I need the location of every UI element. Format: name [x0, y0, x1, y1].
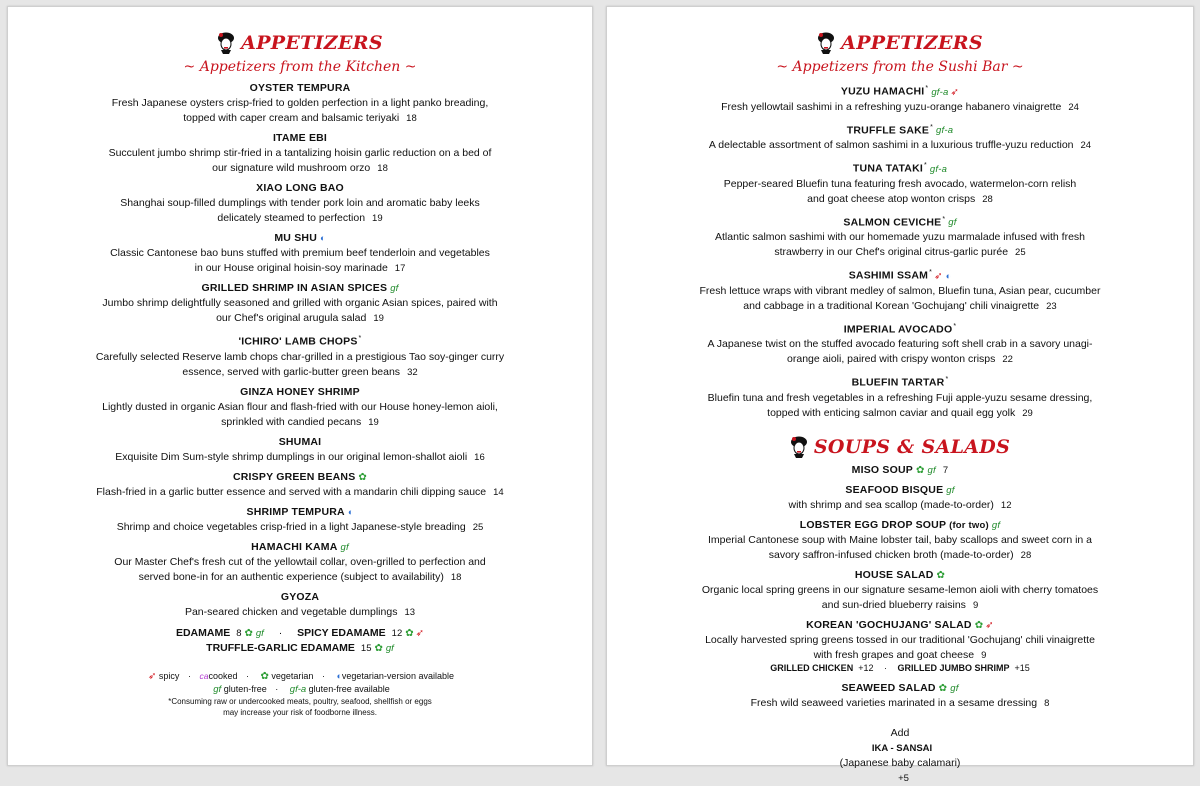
item-price: 19: [372, 213, 383, 224]
item-price: 24: [1068, 101, 1079, 113]
item-price: 8: [1044, 697, 1050, 709]
leaf-icon: ✿: [260, 670, 269, 682]
appetizers-heading: [607, 31, 1193, 55]
item-desc: Pepper-seared Bluefin tuna featuring fresh avocado, watermelon-corn relish and goat cheese atop wonton crisps 28: [723, 177, 1077, 205]
item-price: 32: [407, 366, 418, 378]
item-price: 23: [1046, 300, 1057, 312]
item-price: 7: [942, 464, 949, 476]
item-price: 28: [982, 193, 993, 205]
menu-item-lobster-egg-drop: [607, 518, 1193, 563]
geisha-face-icon: [217, 32, 235, 54]
menu-item-sashimi-ssam: [607, 265, 1193, 314]
menu-item-truffle-edamame: TRUFFLE-GARLIC EDAMAME 15 ✿ gf: [206, 641, 394, 654]
legend: ➶ spicy · cacooked · ✿ vegetarian · ◐vegetarian-version available gf gluten-free · gf-a gluten-free available: [148, 670, 454, 695]
item-desc: Shrimp and choice vegetables crisp-fried in a light Japanese-style breading 25: [116, 520, 484, 533]
item-price: 22: [1002, 354, 1013, 365]
item-name: YUZU HAMACHI* gf-a ➶: [840, 85, 960, 98]
menu-item-mu-shu: [8, 231, 592, 276]
item-desc: Organic local spring greens in our signature sesame-lemon aioli with cherry tomatoes and sun-dried blueberry raisins 9: [701, 583, 1099, 611]
item-desc: Locally harvested spring greens tossed in our traditional 'Gochujang' chili vinaigrette with fresh grapes and goat cheese 9: [705, 633, 1095, 661]
menu-item-salmon-ceviche: [607, 212, 1193, 261]
item-name: MU SHU ◐: [274, 232, 326, 244]
sushi-bar-subheading: ~ Appetizers from the Sushi Bar ~: [776, 59, 1024, 75]
item-desc: Fresh wild seaweed varieties marinated in a sesame dressing 8: [750, 696, 1050, 709]
item-name: BLUEFIN TARTAR*: [851, 376, 949, 389]
leaf-icon: ✿: [936, 569, 946, 581]
item-name: TUNA TATAKI* gf-a: [852, 162, 948, 175]
menu-item-oyster-tempura: [8, 81, 592, 126]
heading-text: APPETIZERS: [241, 32, 383, 54]
item-price: 24: [1080, 140, 1092, 151]
appetizers-heading: [8, 31, 592, 55]
item-desc: Lightly dusted in organic Asian flour and flash-fried with our House honey-lemon aioli, sprinkled with candied pecans 19: [102, 400, 498, 428]
item-name: SHRIMP TEMPURA ◐: [246, 505, 354, 518]
item-name: SEAWEED SALAD ✿ gf: [841, 681, 959, 694]
menu-item-shrimp-tempura: [8, 505, 592, 535]
half-circle-icon: ◐: [336, 670, 342, 681]
item-price: 18: [406, 113, 417, 124]
leaf-icon: ✿: [374, 642, 383, 654]
item-name: IMPERIAL AVOCADO*: [843, 322, 957, 335]
item-desc: Classic Cantonese bao buns stuffed with premium beef tenderloin and vegetables in our House original hoisin-soy marinade 17: [110, 247, 490, 274]
menu-item-tuna-tataki: [607, 158, 1193, 207]
kitchen-subheading: ~ Appetizers from the Kitchen ~: [183, 59, 417, 75]
item-price: 13: [404, 606, 416, 618]
item-name: 'ICHIRO' LAMB CHOPS*: [238, 335, 362, 348]
item-desc: Exquisite Dim Sum-style shrimp dumplings in our original lemon-shallot aioli 16: [115, 450, 485, 463]
item-name: MISO SOUP ✿ gf 7: [851, 463, 949, 476]
item-price: 19: [373, 313, 384, 324]
item-desc: Our Master Chef's fresh cut of the yellowtail collar, oven-grilled to perfection and served bone-in for an authentic experience (subject to availability) 18: [114, 555, 486, 583]
korean-salad-addons: GRILLED CHICKEN +12 · GRILLED JUMBO SHRIMP +15: [770, 662, 1030, 673]
half-circle-icon: ◐: [347, 506, 354, 517]
menu-item-imperial-avocado: [607, 319, 1193, 368]
item-price: 29: [1022, 407, 1033, 419]
item-price: 18: [450, 571, 462, 583]
menu-item-miso-soup: [607, 463, 1193, 478]
item-name: ITAME EBI: [272, 132, 328, 144]
menu-item-seaweed-salad: [607, 681, 1193, 786]
item-name: HAMACHI KAMA gf: [251, 540, 349, 553]
soups-salads-heading: [607, 435, 1193, 459]
item-name: CRISPY GREEN BEANS ✿: [232, 470, 368, 483]
menu-item-shumai: [8, 435, 592, 465]
item-price: 16: [474, 451, 485, 463]
item-name: XIAO LONG BAO: [256, 182, 344, 194]
seaweed-addon: Add IKA - SANSAI (Japanese baby calamari) +5: [839, 726, 961, 784]
menu-item-xiao-long-bao: [8, 181, 592, 226]
item-name: SEAFOOD BISQUE gf: [845, 483, 955, 496]
item-name: GRILLED SHRIMP IN ASIAN SPICES gf: [201, 282, 399, 294]
menu-item-house-salad: [607, 568, 1193, 613]
item-name: SALMON CEVICHE* gf: [843, 215, 957, 228]
item-name: LOBSTER EGG DROP SOUP (for two) gf: [799, 518, 1001, 531]
item-price: 9: [981, 649, 987, 661]
chili-pepper-icon: ➶: [985, 619, 994, 631]
leaf-icon: ✿: [405, 627, 414, 639]
raw-food-disclaimer: *Consuming raw or undercooked meats, poultry, seafood, shellfish or eggs may increase your risk of foodborne illness.: [168, 696, 432, 717]
heading-text: SOUPS & SALADS: [813, 435, 1011, 458]
menu-item-ichiro-lamb-chops: [8, 331, 592, 380]
item-desc: Fresh lettuce wraps with vibrant medley of salmon, Bluefin tuna, Asian pear, cucumber and cabbage in a traditional Korean 'Gochujang' chili vinaigrette 23: [699, 284, 1101, 312]
item-desc: A delectable assortment of salmon sashimi in a luxurious truffle-yuzu reduction 24: [708, 139, 1092, 151]
half-circle-icon: ◐: [319, 233, 326, 243]
menu-item-seafood-bisque: [607, 483, 1193, 513]
item-desc: Pan-seared chicken and vegetable dumplings 13: [184, 605, 416, 618]
item-desc: Carefully selected Reserve lamb chops char-grilled in a prestigious Tao soy-ginger curry essence, served with garlic-butter green beans 32: [95, 350, 505, 378]
menu-item-crispy-green-beans: [8, 470, 592, 500]
item-price: 9: [972, 599, 979, 611]
item-desc: with shrimp and sea scallop (made-to-order) 12: [788, 498, 1012, 511]
item-desc: Imperial Cantonese soup with Maine lobster tail, baby scallops and sweet corn in a savory saffron-infused chicken broth (made-to-order) 28: [707, 533, 1093, 561]
item-desc: Jumbo shrimp delightfully seasoned and grilled with organic Asian spices, paired with our Chef's original arugula salad 19: [102, 297, 498, 324]
item-price: 19: [368, 416, 379, 428]
item-desc: A Japanese twist on the stuffed avocado featuring soft shell crab in a savory unagi- orange aioli, paired with crispy wonton crisps 22: [707, 338, 1093, 365]
item-name: TRUFFLE SAKE* gf-a: [846, 123, 954, 136]
menu-item-edamame-line: EDAMAME 8 ✿ gf · SPICY EDAMAME 12 ✿ ➶: [175, 626, 425, 639]
menu-item-hamachi-kama: [8, 540, 592, 585]
menu-page-right: [606, 6, 1194, 784]
menu-item-grilled-shrimp: [8, 281, 592, 326]
half-circle-icon: ◐: [945, 270, 952, 281]
chili-pepper-icon: ➶: [415, 627, 425, 639]
item-desc: Fresh yellowtail sashimi in a refreshing yuzu-orange habanero vinaigrette 24: [721, 100, 1079, 113]
item-price: 12: [1000, 499, 1012, 511]
leaf-icon: ✿: [915, 464, 925, 476]
chili-pepper-icon: ➶: [950, 86, 960, 98]
heading-text: APPETIZERS: [841, 32, 983, 54]
gf-badge: gf: [340, 541, 349, 553]
menu-item-bluefin-tartar: [607, 372, 1193, 421]
chili-pepper-icon: ➶: [148, 670, 157, 682]
menu-item-itame-ebi: [8, 131, 592, 176]
item-price: 28: [1020, 549, 1032, 561]
chili-pepper-icon: ➶: [934, 270, 943, 282]
gf-badge: gf: [390, 283, 399, 294]
item-price: 14: [493, 486, 504, 498]
item-name: GINZA HONEY SHRIMP: [240, 385, 360, 398]
item-price: 25: [472, 521, 484, 533]
menu-item-korean-salad: [607, 618, 1193, 673]
item-desc: Bluefin tuna and fresh vegetables in a refreshing Fuji apple-yuzu sesame dressing, topped with enticing salmon caviar and quail egg yolk 29: [707, 391, 1093, 419]
item-price: 18: [377, 163, 388, 174]
item-desc: Succulent jumbo shrimp stir-fried in a tantalizing hoisin garlic reduction on a bed of our signature wild mushroom orzo 18: [108, 147, 492, 174]
item-desc: Atlantic salmon sashimi with our homemade yuzu marmalade infused with fresh strawberry in our Chef's original citrus-garlic purée 25: [715, 231, 1085, 258]
leaf-icon: ✿: [244, 627, 253, 639]
menu-item-yuzu-hamachi: [607, 81, 1193, 115]
item-name: GYOZA: [280, 590, 320, 603]
leaf-icon: ✿: [938, 682, 948, 694]
leaf-icon: ✿: [358, 471, 368, 483]
item-desc: Fresh Japanese oysters crisp-fried to golden perfection in a light panko breading, topped with caper cream and balsamic teriyaki 18: [111, 97, 489, 124]
item-name: HOUSE SALAD ✿: [854, 568, 946, 581]
leaf-icon: ✿: [974, 619, 984, 631]
item-name: KOREAN 'GOCHUJANG' SALAD ✿ ➶: [806, 618, 994, 631]
menu-page-left: [7, 6, 593, 766]
menu-item-ginza-honey-shrimp: [8, 385, 592, 430]
item-desc: Shanghai soup-filled dumplings with tender pork loin and aromatic baby leeks delicately steamed to perfection 19: [120, 197, 480, 224]
item-price: 25: [1015, 247, 1026, 258]
item-name: SASHIMI SSAM* ➶ ◐: [848, 269, 952, 282]
menu-item-gyoza: [8, 590, 592, 620]
geisha-face-icon: [817, 32, 835, 54]
menu-item-truffle-sake: [607, 120, 1193, 154]
item-price: 17: [394, 263, 406, 274]
item-name: SHUMAI: [278, 435, 322, 448]
item-desc: Flash-fried in a garlic butter essence and served with a mandarin chili dipping sauce 14: [96, 485, 504, 498]
item-name: OYSTER TEMPURA: [249, 82, 351, 94]
geisha-face-icon: [790, 436, 808, 458]
